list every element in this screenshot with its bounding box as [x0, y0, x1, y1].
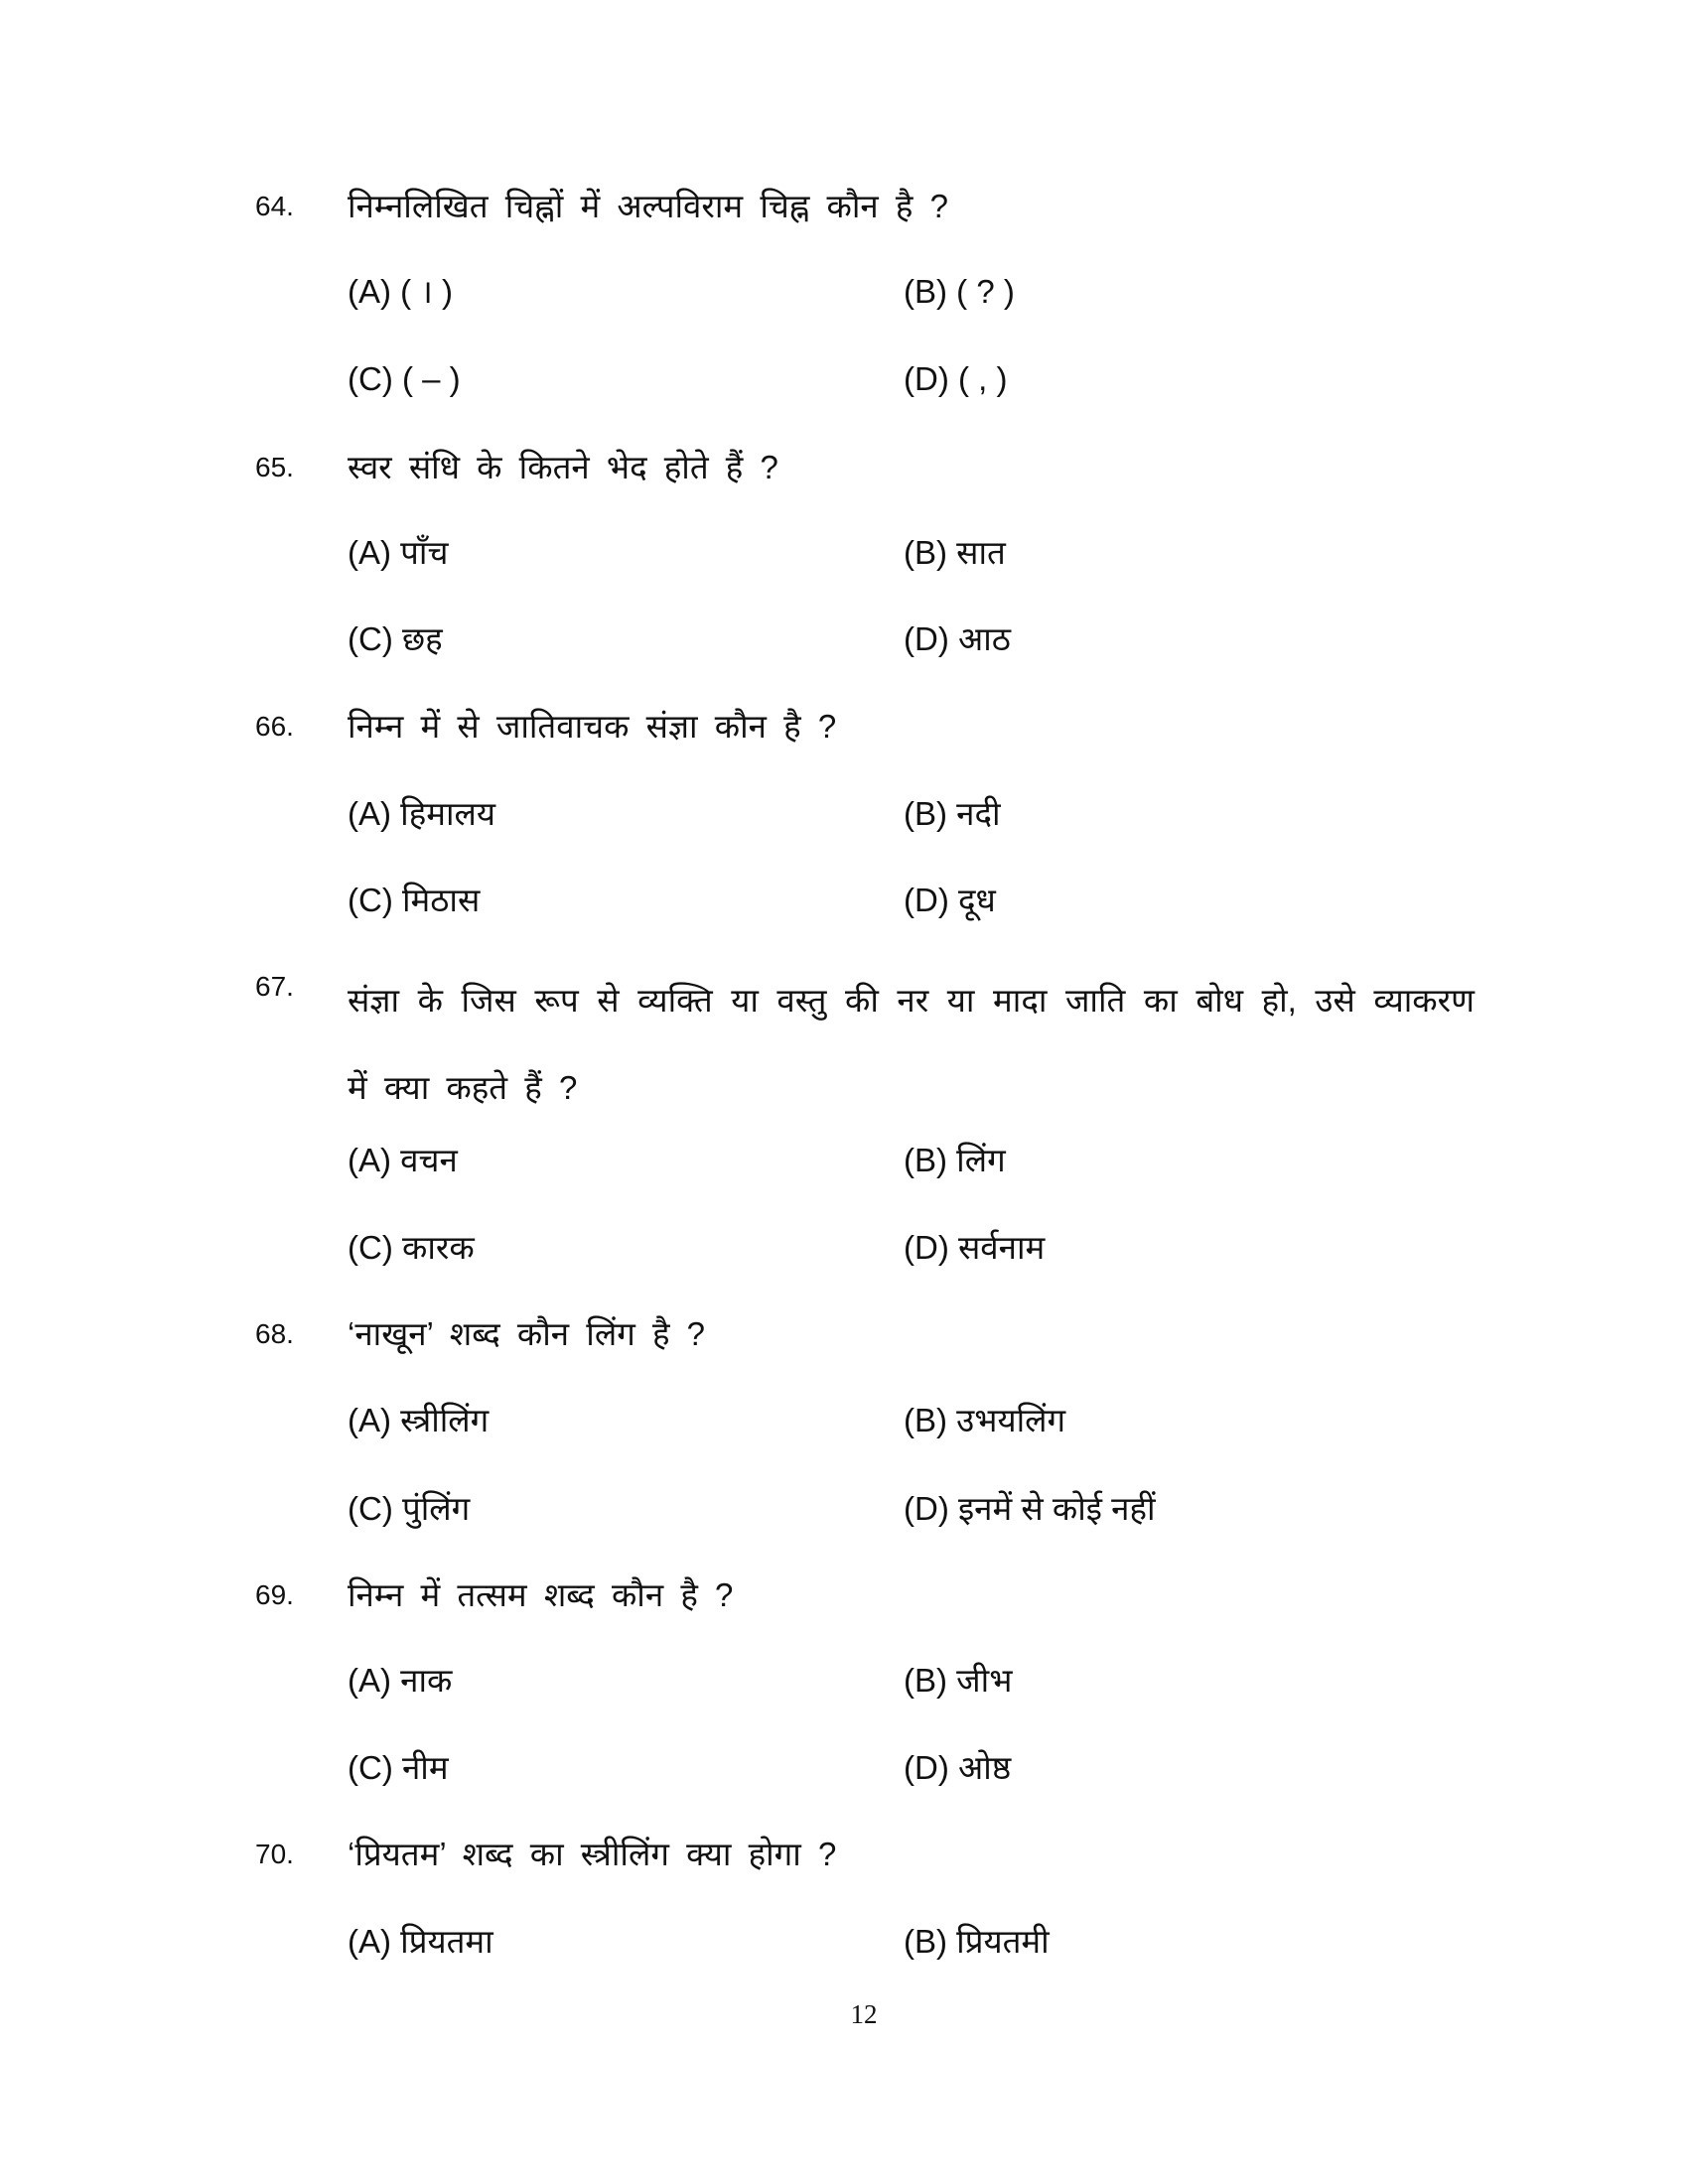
question-number: 70.	[255, 1839, 294, 1869]
question-row	[0, 177, 1688, 236]
question-row	[0, 1825, 1688, 1884]
option-a[interactable]: (A) प्रियतमा	[348, 1923, 493, 1960]
option-row	[0, 1131, 1688, 1190]
option-c[interactable]: (C) नीम	[348, 1749, 449, 1786]
option-row	[0, 1391, 1688, 1450]
option-c[interactable]: (C) पुंलिंग	[348, 1490, 471, 1527]
option-row	[0, 610, 1688, 669]
question-text: संज्ञा के जिस रूप से व्यक्ति या वस्तु की नर या मादा जाति का बोध हो, उसे व्याकरण में क्या कहते हैं ?	[348, 982, 1475, 1106]
question-number: 65.	[255, 452, 294, 482]
option-b[interactable]: (B) ( ? )	[904, 273, 1015, 310]
question-text: ‘प्रियतम’ शब्द का स्त्रीलिंग क्या होगा ?	[348, 1836, 837, 1872]
question-number: 69.	[255, 1579, 294, 1610]
option-a[interactable]: (A) हिमालय	[348, 795, 496, 832]
option-d[interactable]: (D) दूध	[904, 882, 996, 918]
question-text: निम्न में तत्सम शब्द कौन है ?	[348, 1576, 734, 1613]
option-b[interactable]: (B) नदी	[904, 795, 1001, 832]
question-row	[0, 697, 1688, 756]
question-text: निम्नलिखित चिह्नों में अल्पविराम चिह्न कौन है ?	[348, 188, 948, 224]
option-row	[0, 1651, 1688, 1710]
option-d[interactable]: (D) आठ	[904, 620, 1011, 657]
option-row	[0, 1479, 1688, 1539]
option-row	[0, 262, 1688, 322]
option-a[interactable]: (A) पाँच	[348, 534, 449, 571]
option-d[interactable]: (D) ओष्ठ	[904, 1749, 1012, 1786]
option-a[interactable]: (A) ( । )	[348, 273, 453, 310]
option-b[interactable]: (B) सात	[904, 534, 1006, 571]
option-b[interactable]: (B) लिंग	[904, 1142, 1006, 1178]
question-row	[0, 1566, 1688, 1625]
option-d[interactable]: (D) सर्वनाम	[904, 1229, 1046, 1266]
question-number: 64.	[255, 191, 294, 221]
option-row	[0, 349, 1688, 409]
question-text: स्वर संधि के कितने भेद होते हैं ?	[348, 449, 778, 485]
question-number: 66.	[255, 711, 294, 742]
option-row	[0, 1912, 1688, 1972]
page-number: 12	[850, 1999, 878, 2029]
question-row	[0, 957, 1688, 1106]
option-b[interactable]: (B) उभयलिंग	[904, 1402, 1066, 1438]
option-row	[0, 871, 1688, 930]
option-row	[0, 784, 1688, 844]
option-c[interactable]: (C) कारक	[348, 1229, 475, 1266]
option-b[interactable]: (B) प्रियतमी	[904, 1923, 1050, 1960]
option-c[interactable]: (C) मिठास	[348, 882, 481, 918]
question-row	[0, 1304, 1688, 1364]
option-row	[0, 1218, 1688, 1278]
option-c[interactable]: (C) ( – )	[348, 360, 461, 397]
option-a[interactable]: (A) वचन	[348, 1142, 458, 1178]
option-c[interactable]: (C) छह	[348, 620, 443, 657]
option-a[interactable]: (A) नाक	[348, 1662, 453, 1699]
option-row	[0, 1738, 1688, 1798]
question-number: 67.	[255, 971, 294, 1002]
question-text: निम्न में से जातिवाचक संज्ञा कौन है ?	[348, 708, 837, 745]
option-row	[0, 523, 1688, 583]
option-a[interactable]: (A) स्त्रीलिंग	[348, 1402, 490, 1438]
option-d[interactable]: (D) ( , )	[904, 360, 1008, 397]
question-number: 68.	[255, 1318, 294, 1349]
option-d[interactable]: (D) इनमें से कोई नहीं	[904, 1490, 1156, 1527]
option-b[interactable]: (B) जीभ	[904, 1662, 1013, 1699]
question-row	[0, 438, 1688, 497]
question-text: ‘नाखून’ शब्द कौन लिंग है ?	[348, 1315, 705, 1352]
